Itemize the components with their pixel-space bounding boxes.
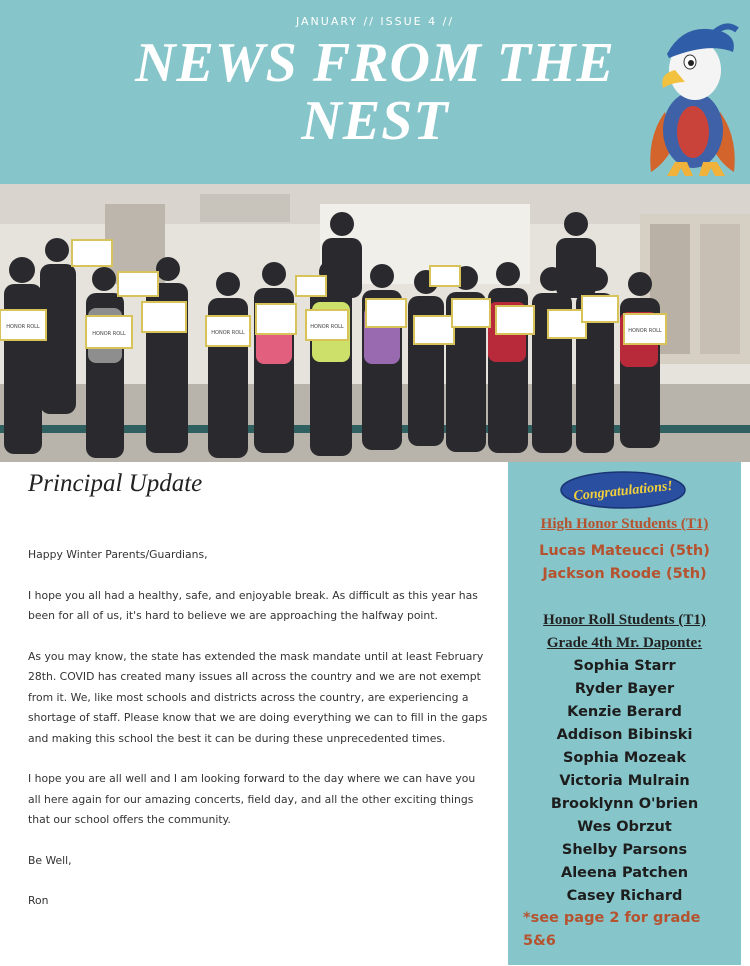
letter-signature: Ron [28,894,49,907]
principal-letter [28,545,488,932]
newsletter-header [0,0,750,184]
student-name: Shelby Parsons [561,842,688,858]
student-name: Aleena Patchen [560,865,689,881]
eagle-mascot-icon [645,12,740,180]
title-line-1: NEWS FROM THE [135,32,615,94]
certificate-label: HONOR ROLL [6,324,40,330]
section-title: Principal Update [28,470,203,497]
certificate-label: HONOR ROLL [92,331,126,337]
high-honor-heading: High Honor Students (T1) [540,516,709,532]
certificate-label: HONOR ROLL [628,328,662,334]
student-name: Ryder Bayer [574,681,675,697]
high-honor-list [508,540,741,586]
letter-closing: Be Well, [28,853,72,867]
congratulations-text: Congratulations! [572,478,674,505]
letter-greeting: Happy Winter Parents/Guardians, [28,548,208,561]
see-page-2-note: *see page 2 for grade 5&6 [523,910,701,949]
honor-roll-list [508,655,741,908]
letter-paragraph: I hope you all had a healthy, safe, and enjoyable break. As difficult as this year has been for all of us, it's hard to believe we are approaching the halfway point. [28,588,478,622]
student-name: Victoria Mulrain [559,773,690,789]
student-name: Sophia Starr [573,658,676,674]
class-photo [0,184,750,462]
newsletter-title [0,34,750,150]
student-name: Kenzie Berard [567,704,682,720]
student-name: Sophia Mozeak [562,750,686,766]
letter-paragraph: I hope you are all well and I am looking forward to the day where we can have you all here again for our amazing concerts, field day, and all the other exciting things that our school offers the community. [28,772,476,826]
letter-paragraph: As you may know, the state has extended the mask mandate until at least February 28th. COVID has created many issues all across the country and we are not exempt from it. We, like most schools and districts across the country, are experiencing a shortage of staff. Please know that we are doing everything we can to fill in the gaps and making this school the best it can be during these unprecedented times. [28,649,488,745]
student-name: Addison Bibinski [556,727,693,743]
honor-roll-heading: Honor Roll Students (T1) [543,612,706,628]
student-name: Casey Richard [566,888,683,904]
grade-heading: Grade 4th Mr. Daponte: [546,635,703,651]
certificate-label: HONOR ROLL [211,330,245,336]
student-name: Wes Obrzut [577,819,672,835]
student-name: Lucas Mateucci (5th) [539,543,710,559]
student-name: Jackson Roode (5th) [542,566,707,582]
student-name: Brooklynn O'brien [550,796,699,812]
certificate-label: HONOR ROLL [310,324,344,330]
title-line-2: NEST [301,90,449,152]
issue-label: JANUARY // ISSUE 4 // [295,15,455,28]
congratulations-badge [559,470,687,510]
